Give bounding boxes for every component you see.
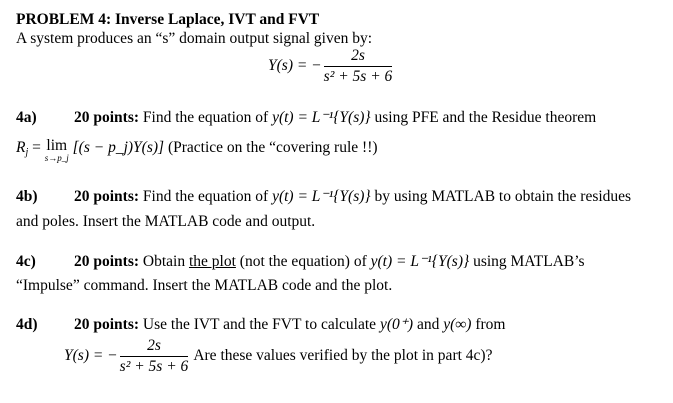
points: 20 points: xyxy=(74,109,140,126)
part-4d-line1 xyxy=(16,316,506,334)
problem-title: PROBLEM 4: Inverse Laplace, IVT and FVT xyxy=(16,11,320,28)
text: (not the equation) of xyxy=(239,253,367,270)
equation-lhs: Y(s) = − xyxy=(64,347,118,365)
math: y(t) = L⁻¹{Y(s)} xyxy=(370,253,470,270)
residue-body: [(s − p_j)Y(s)] xyxy=(72,139,165,156)
math: y(t) = L⁻¹{Y(s)} xyxy=(272,188,371,205)
ys-equation xyxy=(268,46,394,87)
points: 20 points: xyxy=(74,188,140,205)
math: y(∞) xyxy=(443,316,472,333)
text: and xyxy=(416,316,440,333)
equation-lhs: Y(s) = − xyxy=(268,57,322,75)
numerator: 2s xyxy=(324,46,393,67)
text: using MATLAB’s xyxy=(473,253,585,270)
lim: lim xyxy=(46,137,68,154)
residue-subscript: j xyxy=(25,147,29,158)
equation-fraction xyxy=(324,46,393,87)
part-4a-line1 xyxy=(16,109,596,127)
equation-fraction xyxy=(120,336,189,377)
points: 20 points: xyxy=(74,253,140,270)
points: 20 points: xyxy=(74,316,140,333)
part-4b-line1 xyxy=(16,188,631,206)
residue-symbol: R xyxy=(16,139,26,156)
part-4d-equation xyxy=(64,336,492,377)
text: Find the equation of xyxy=(142,109,269,126)
math: y(t) = L⁻¹{Y(s)} xyxy=(272,109,371,126)
part-label: 4d) xyxy=(16,316,38,333)
math: y(0⁺) xyxy=(379,316,414,333)
numerator: 2s xyxy=(120,336,189,357)
part-label: 4a) xyxy=(16,109,37,126)
part-4b-line2: and poles. Insert the MATLAB code and output. xyxy=(16,213,316,230)
limit xyxy=(45,139,69,163)
underlined-text: the plot xyxy=(188,253,236,270)
residue-formula xyxy=(16,139,378,163)
part-label: 4b) xyxy=(16,188,38,205)
question: Are these values verified by the plot in part 4c)? xyxy=(193,347,493,365)
text: by using MATLAB to obtain the residues xyxy=(374,188,632,205)
part-4c-line1 xyxy=(16,253,585,271)
part-4c-line2: “Impulse” command. Insert the MATLAB code and the plot. xyxy=(16,277,393,294)
note: (Practice on the “covering rule !!) xyxy=(167,139,378,156)
text: from xyxy=(475,316,506,333)
denominator: s² + 5s + 6 xyxy=(119,358,189,375)
text: Use the IVT and the FVT to calculate xyxy=(142,316,377,333)
lim-under: s→p_j xyxy=(44,153,69,163)
part-label: 4c) xyxy=(16,253,36,270)
intro-text: A system produces an “s” domain output signal given by: xyxy=(16,30,373,47)
text: Find the equation of xyxy=(142,188,269,205)
text: Obtain xyxy=(142,253,186,270)
denominator: s² + 5s + 6 xyxy=(323,68,393,85)
text: using PFE and the Residue theorem xyxy=(374,109,597,126)
equals: = xyxy=(32,139,41,156)
